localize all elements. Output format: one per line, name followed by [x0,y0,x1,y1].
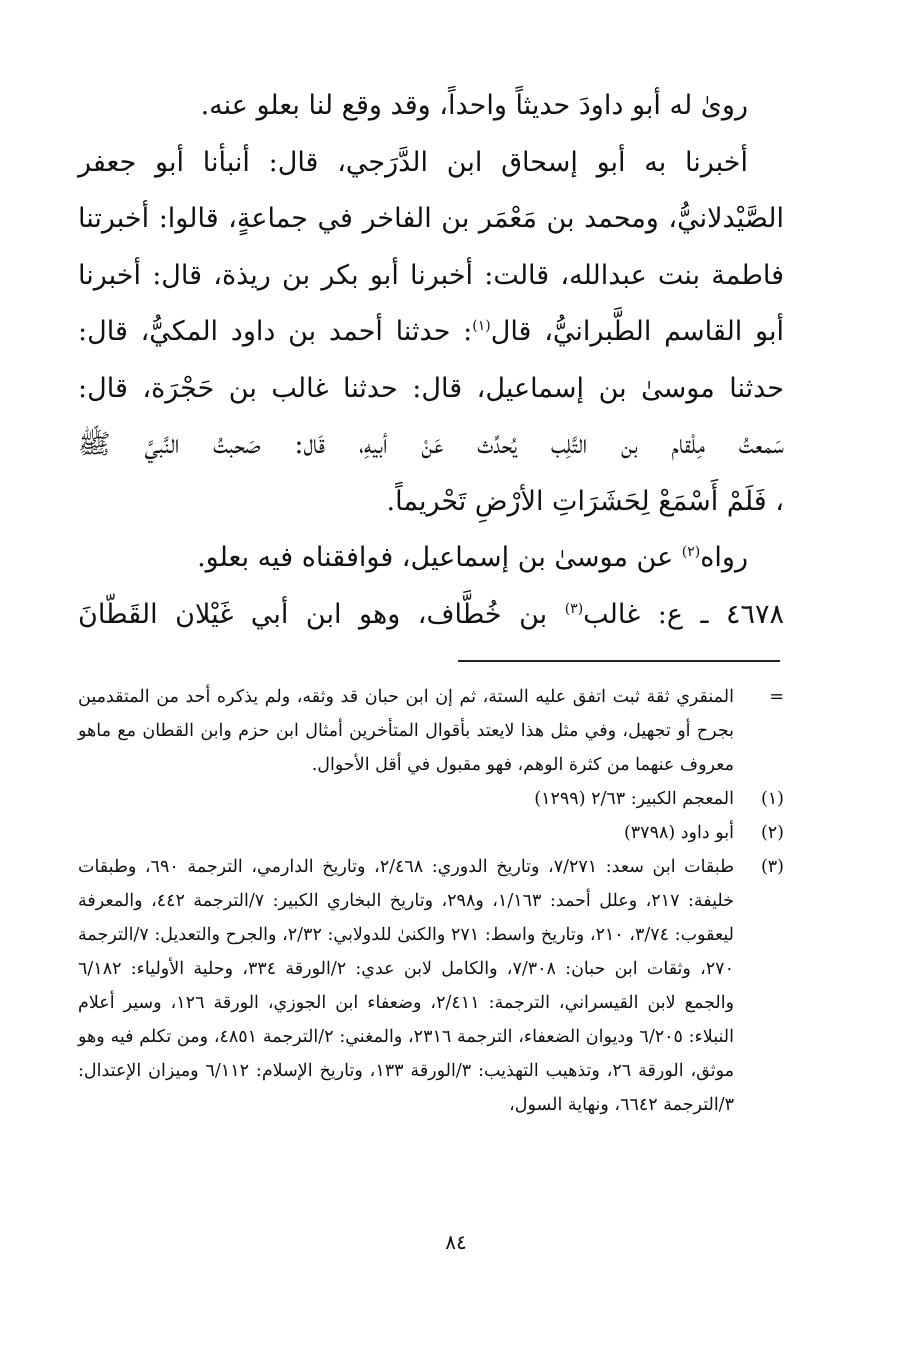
footnote-text: المنقري ثقة ثبت اتفق عليه الستة، ثم إن ابن حبان قد وثقه، ولم يذكره أحد من المتقدمين بجرح أو تجهيل، وفي مثل هذا لايعتد بأقوال المتأخرين أمثال ابن حزم وابن القطان مع ماهو معروف عنهما من كثرة الوهم، فهو مقبول في أقل الأحوال. [78,687,734,775]
continuation-mark: = [769,687,784,707]
page-number: ٨٤ [445,1230,467,1254]
main-text [78,78,784,643]
footnote-text: المعجم الكبير: ٢/٦٣ (١٢٩٩) [534,789,734,809]
narration-text: روىٰ له أبو داودَ حديثاً واحداً، وقد وقع لنا بعلو عنه. [200,90,748,121]
hadith-line: ، فَلَمْ أَسْمَعْ لِحَشَرَاتِ الأرْضِ تَحْريماً. [386,485,784,517]
footnote-number: (٢) [760,823,784,843]
isnad-line: فاطمة بنت عبدالله، قالت: أخبرنا أبو بكر بن ريذة، قال: أخبرنا [78,259,784,291]
paragraph-takhrij: رواه$^{(٢)}$ عن موسىٰ بن إسماعيل، فوافقناه فيه بعلو. [197,542,748,573]
footnote-text: أبو داود (٣٧٩٨) [623,823,734,843]
isnad-line: حدثنا موسىٰ بن إسماعيل، قال: حدثنا غالب بن حَجْرَة، قال: [78,372,784,404]
footnote-text: طبقات ابن سعد: ٧/٢٧١، وتاريخ الدوري: ٢/٤٦٨، وتاريخ الدارمي، الترجمة ٦٩٠، وطبقات خليفة: ٢١٧، وعلل أحمد: ١/١٦٣، و٢٩٨، وتاريخ البخاري الكبير: ٧/الترجمة ٤٤٢، والمعرفة ليعقوب: ٣/٧٤، ٢١٠، وتاريخ واسط: ٢٧١ والكنىٰ للدولابي: ٢/٣٢، والجرح والتعديل: ٧/الترجمة ٢٧٠، وثقات ابن حبان: ٧/٣٠٨، والكامل لابن عدي: ٢/الورقة ٣٣٤، وحلية الأولياء: ٦/١٨٢ والجمع لابن القيسراني، الترجمة: ٢/٤١١، وضعفاء ابن الجوزي، الورقة ١٢٦، وسير أعلام النبلاء: ٦/٢٠٥ وديوان الضعفاء، الترجمة ٢٣١٦، والمغني: ٢/الترجمة ٤٨٥١، ومن تكلم فيه وهو موثق، الورقة ٢٦، وتذهيب التهذيب: ٣/الورقة ١٣٣، وتاريخ الإسلام: ٦/١١٢ وميزان الإعتدال: ٣/الترجمة ٦٦٤٢، ونهاية السول، [78,857,735,1115]
footnote-1 [78,782,784,816]
footnote-ref-3[interactable]: (٣) [564,600,584,617]
footnote-number: (١) [760,789,784,809]
isnad-line: الصَّيْدلانيُّ، ومحمد بن مَعْمَر بن الفاخر في جماعةٍ، قالوا: أخبرتنا [78,203,784,234]
footnote-3 [78,850,784,1122]
footnote-2 [78,816,784,850]
isnad-line: أبو القاسم الطَّبرانيُّ، قال$^{(١)}$: حدثنا أحمد بن داود المكيُّ، قال: [78,316,784,347]
hadith-line: سَمعتُ مِلْقام بن التَّلِب يُحدِّث عَنْ أبيهِ، قَال: صَحبتُ النَّبيَّ ﷺ [78,429,784,460]
isnad-line: أخبرنا به أبو إسحاق ابن الدَّرَجي، قال: أنبأنا أبو جعفر [78,146,748,178]
footnote-continuation [78,680,784,782]
entry-heading: ٤٦٧٨ ـ ع: غالب$^{(٣)}$ بن خُطَّاف، وهو ابن أبي غَيْلان القَطّانَ [78,598,784,630]
footnote-number: (٣) [760,857,784,877]
footnote-separator [458,660,780,662]
footnote-ref-2[interactable]: (٢) [681,544,701,560]
footnotes [78,680,784,1122]
footnote-ref-1[interactable]: (١) [472,318,491,334]
paragraph-narration [78,78,784,135]
